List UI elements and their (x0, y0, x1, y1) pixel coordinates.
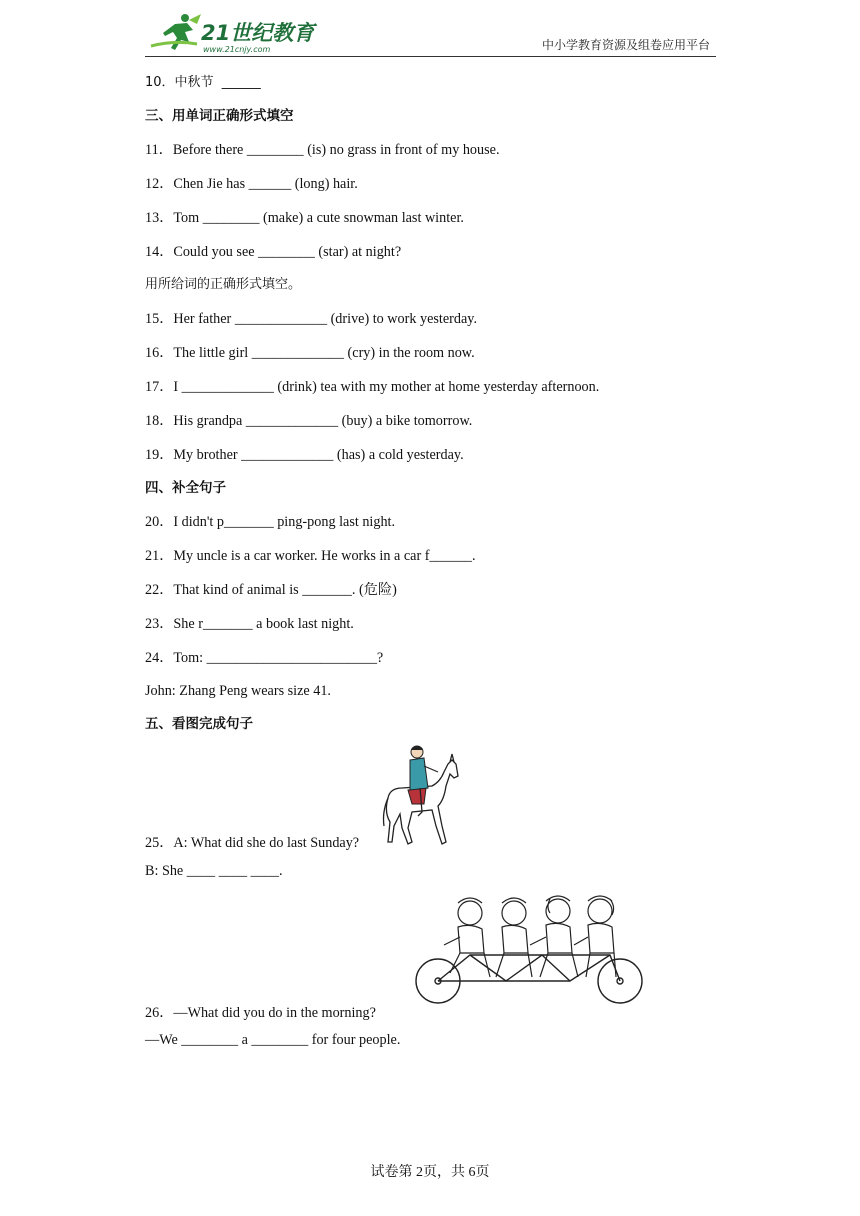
question-25-answer: B: She ____ ____ ____. (145, 863, 283, 879)
question-12: 12．Chen Jie has ______ (long) hair. (145, 176, 358, 192)
question-26-answer: —We ________ a ________ for four people. (145, 1032, 401, 1048)
question-17: 17．I _____________ (drink) tea with my mother at home yesterday afternoon. (145, 379, 600, 395)
question-22: 22．That kind of animal is _______. (危险) (145, 582, 397, 598)
question-15: 15．Her father _____________ (drive) to work yesterday. (145, 311, 477, 327)
instruction: 用所给词的正确形式填空。 (145, 277, 302, 292)
section-3-title: 三、用单词正确形式填空 (145, 108, 294, 124)
site-name: 中小学教育资源及组卷应用平台 (541, 38, 710, 52)
question-20: 20．I didn't p_______ ping-pong last night. (145, 514, 396, 530)
question-25: 25．A: What did she do last Sunday? (145, 835, 360, 851)
horse-rider-image (380, 742, 462, 848)
page-header (145, 8, 716, 57)
question-10: 10．中秋节 ______ (145, 75, 261, 90)
logo-main-text: 21世纪教育 (201, 21, 315, 45)
question-21: 21．My uncle is a car worker. He works in a car f______. (145, 548, 476, 564)
question-11: 11．Before there ________ (is) no grass in front of my house. (145, 142, 500, 158)
question-24-answer: John: Zhang Peng wears size 41. (145, 683, 331, 699)
question-19: 19．My brother _____________ (has) a cold yesterday. (145, 447, 464, 463)
question-24: 24．Tom: ________________________? (145, 650, 384, 666)
tandem-bike-image (410, 893, 646, 1007)
logo-url-text: www.21cnjy.com (203, 45, 271, 54)
question-26: 26．—What did you do in the morning? (145, 1005, 376, 1021)
question-18: 18．His grandpa _____________ (buy) a bike tomorrow. (145, 413, 473, 429)
section-4-title: 四、补全句子 (145, 480, 226, 496)
question-14: 14．Could you see ________ (star) at night? (145, 244, 402, 260)
question-16: 16．The little girl _____________ (cry) in the room now. (145, 345, 475, 361)
page-footer: 试卷第 2页，共 6页 (370, 1165, 490, 1180)
logo-21cnjy (145, 10, 345, 54)
section-5-title: 五、看图完成句子 (145, 716, 253, 732)
question-23: 23．She r_______ a book last night. (145, 616, 354, 632)
question-13: 13．Tom ________ (make) a cute snowman last winter. (145, 210, 464, 226)
